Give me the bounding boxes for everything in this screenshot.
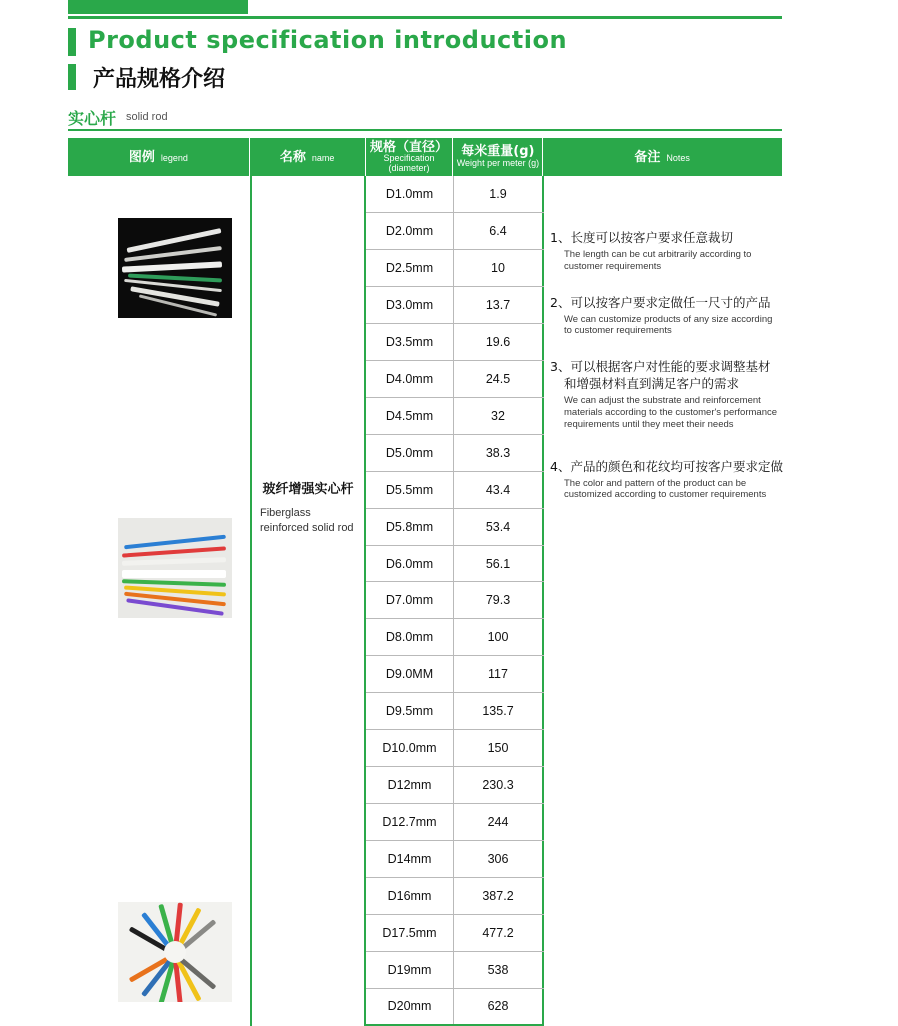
section-heading bbox=[68, 106, 782, 132]
table-row bbox=[366, 213, 544, 250]
cell-weight: 230.3 bbox=[454, 767, 544, 803]
column-header-name bbox=[250, 138, 366, 176]
column-header-weight-cn: 每米重量(g) bbox=[461, 144, 535, 160]
section-divider bbox=[68, 129, 782, 131]
column-header-legend bbox=[68, 138, 250, 176]
cell-specification: D14mm bbox=[366, 841, 454, 877]
cell-weight: 306 bbox=[454, 841, 544, 877]
cell-weight: 100 bbox=[454, 619, 544, 655]
cell-weight: 387.2 bbox=[454, 878, 544, 914]
table-row bbox=[366, 361, 544, 398]
table-row bbox=[366, 767, 544, 804]
cell-specification: D2.5mm bbox=[366, 250, 454, 286]
table-row bbox=[366, 878, 544, 915]
top-green-rule bbox=[68, 16, 782, 19]
column-header-name-en: name bbox=[311, 152, 335, 163]
table-row bbox=[366, 952, 544, 989]
table-row bbox=[366, 398, 544, 435]
note-text-english: We can customize products of any size according to customer requirements bbox=[564, 313, 773, 337]
cell-specification: D19mm bbox=[366, 952, 454, 988]
page-title-english: Product specification introduction bbox=[88, 26, 568, 54]
cell-weight: 1.9 bbox=[454, 176, 544, 212]
cell-weight: 79.3 bbox=[454, 582, 544, 618]
cell-specification: D3.5mm bbox=[366, 324, 454, 360]
cell-specification: D7.0mm bbox=[366, 582, 454, 618]
top-decoration bbox=[0, 0, 898, 22]
table-row bbox=[366, 250, 544, 287]
column-header-notes-cn: 备注 bbox=[634, 149, 661, 165]
table-row bbox=[366, 287, 544, 324]
note-text-english: The length can be cut arbitrarily according to customer requirements bbox=[564, 248, 752, 272]
cell-weight: 538 bbox=[454, 952, 544, 988]
title-row-english bbox=[0, 26, 898, 62]
cell-weight: 244 bbox=[454, 804, 544, 840]
cell-weight: 477.2 bbox=[454, 915, 544, 951]
table-row bbox=[366, 435, 544, 472]
cell-weight: 38.3 bbox=[454, 435, 544, 471]
product-name-column bbox=[250, 176, 366, 1026]
product-name-chinese: 玻纤增强实心杆 bbox=[262, 482, 354, 497]
cell-specification: D20mm bbox=[366, 989, 454, 1024]
table-body bbox=[68, 176, 782, 1026]
table-row bbox=[366, 176, 544, 213]
cell-weight: 135.7 bbox=[454, 693, 544, 729]
specification-table bbox=[68, 138, 782, 1026]
cell-specification: D12mm bbox=[366, 767, 454, 803]
cell-weight: 6.4 bbox=[454, 213, 544, 249]
table-row bbox=[366, 619, 544, 656]
cell-weight: 13.7 bbox=[454, 287, 544, 323]
column-header-notes bbox=[543, 138, 781, 176]
cell-specification: D10.0mm bbox=[366, 730, 454, 766]
section-label-chinese: 实心杆 bbox=[68, 109, 117, 128]
cell-weight: 117 bbox=[454, 656, 544, 692]
cell-specification: D5.0mm bbox=[366, 435, 454, 471]
column-header-specification-en: Specification (diameter) bbox=[383, 153, 435, 173]
cell-specification: D12.7mm bbox=[366, 804, 454, 840]
table-row bbox=[366, 656, 544, 693]
note-text-chinese: 4、产品的颜色和花纹均可按客户要求定做 bbox=[550, 458, 783, 474]
top-green-block bbox=[68, 0, 248, 14]
column-header-notes-en: Notes bbox=[666, 152, 690, 163]
section-label-english: solid rod bbox=[126, 111, 168, 123]
cell-weight: 56.1 bbox=[454, 546, 544, 582]
cell-weight: 150 bbox=[454, 730, 544, 766]
cell-specification: D4.5mm bbox=[366, 398, 454, 434]
cell-weight: 10 bbox=[454, 250, 544, 286]
note-text-chinese: 3、可以根据客户对性能的要求调整基材 bbox=[550, 359, 771, 375]
column-header-weight-en: Weight per meter (g) bbox=[456, 158, 540, 169]
cell-weight: 43.4 bbox=[454, 472, 544, 508]
table-row bbox=[366, 804, 544, 841]
note-text-chinese: 2、可以按客户要求定做任一尺寸的产品 bbox=[550, 294, 771, 310]
cell-specification: D16mm bbox=[366, 878, 454, 914]
cell-specification: D1.0mm bbox=[366, 176, 454, 212]
legend-photo-fan-rods bbox=[118, 902, 232, 1002]
table-header-row bbox=[68, 138, 782, 176]
legend-column bbox=[68, 176, 250, 1026]
cell-weight: 19.6 bbox=[454, 324, 544, 360]
note-text-chinese: 1、长度可以按客户要求任意裁切 bbox=[550, 230, 733, 245]
table-row bbox=[366, 693, 544, 730]
note-text-english: We can adjust the substrate and reinforcement materials according to the customer's performance requirements until they meet their needs bbox=[564, 395, 778, 430]
cell-specification: D9.5mm bbox=[366, 693, 454, 729]
page-title-chinese: 产品规格介绍 bbox=[93, 67, 226, 92]
column-header-specification bbox=[366, 138, 454, 176]
column-header-legend-en: legend bbox=[160, 152, 188, 163]
cell-specification: D5.8mm bbox=[366, 509, 454, 545]
column-header-weight bbox=[453, 138, 543, 176]
table-row bbox=[366, 472, 544, 509]
cell-specification: D6.0mm bbox=[366, 546, 454, 582]
cell-specification: D3.0mm bbox=[366, 287, 454, 323]
legend-photo-white-rods bbox=[118, 218, 232, 318]
table-row bbox=[366, 324, 544, 361]
note-item bbox=[550, 230, 782, 273]
column-header-specification-cn: 规格（直径） bbox=[370, 139, 449, 155]
cell-specification: D9.0MM bbox=[366, 656, 454, 692]
page-header bbox=[0, 26, 898, 92]
cell-weight: 628 bbox=[454, 989, 544, 1024]
cell-weight: 53.4 bbox=[454, 509, 544, 545]
note-item bbox=[550, 359, 782, 430]
title-row-chinese bbox=[0, 62, 898, 92]
table-row bbox=[366, 730, 544, 767]
cell-weight: 32 bbox=[454, 398, 544, 434]
legend-photo-colored-rods bbox=[118, 518, 232, 618]
title-accent-bar bbox=[68, 28, 76, 56]
note-item bbox=[550, 295, 782, 338]
table-row bbox=[366, 841, 544, 878]
table-row bbox=[366, 546, 544, 583]
table-row bbox=[366, 582, 544, 619]
product-name-english: Fiberglass reinforced solid rod bbox=[260, 507, 354, 534]
notes-column bbox=[544, 176, 782, 1026]
cell-specification: D2.0mm bbox=[366, 213, 454, 249]
note-text-chinese-line2: 和增强材料直到满足客户的需求 bbox=[564, 376, 740, 392]
column-header-legend-cn: 图例 bbox=[128, 149, 155, 165]
cell-specification: D5.5mm bbox=[366, 472, 454, 508]
column-header-name-cn: 名称 bbox=[279, 149, 306, 165]
cell-weight: 24.5 bbox=[454, 361, 544, 397]
cell-specification: D8.0mm bbox=[366, 619, 454, 655]
cell-specification: D17.5mm bbox=[366, 915, 454, 951]
table-row bbox=[366, 509, 544, 546]
cell-specification: D4.0mm bbox=[366, 361, 454, 397]
table-row bbox=[366, 989, 544, 1026]
note-item bbox=[550, 459, 782, 502]
note-text-english: The color and pattern of the product can be customized according to customer requirements bbox=[564, 477, 767, 501]
subtitle-accent-bar bbox=[68, 64, 76, 90]
table-row bbox=[366, 915, 544, 952]
specification-rows bbox=[366, 176, 544, 1026]
